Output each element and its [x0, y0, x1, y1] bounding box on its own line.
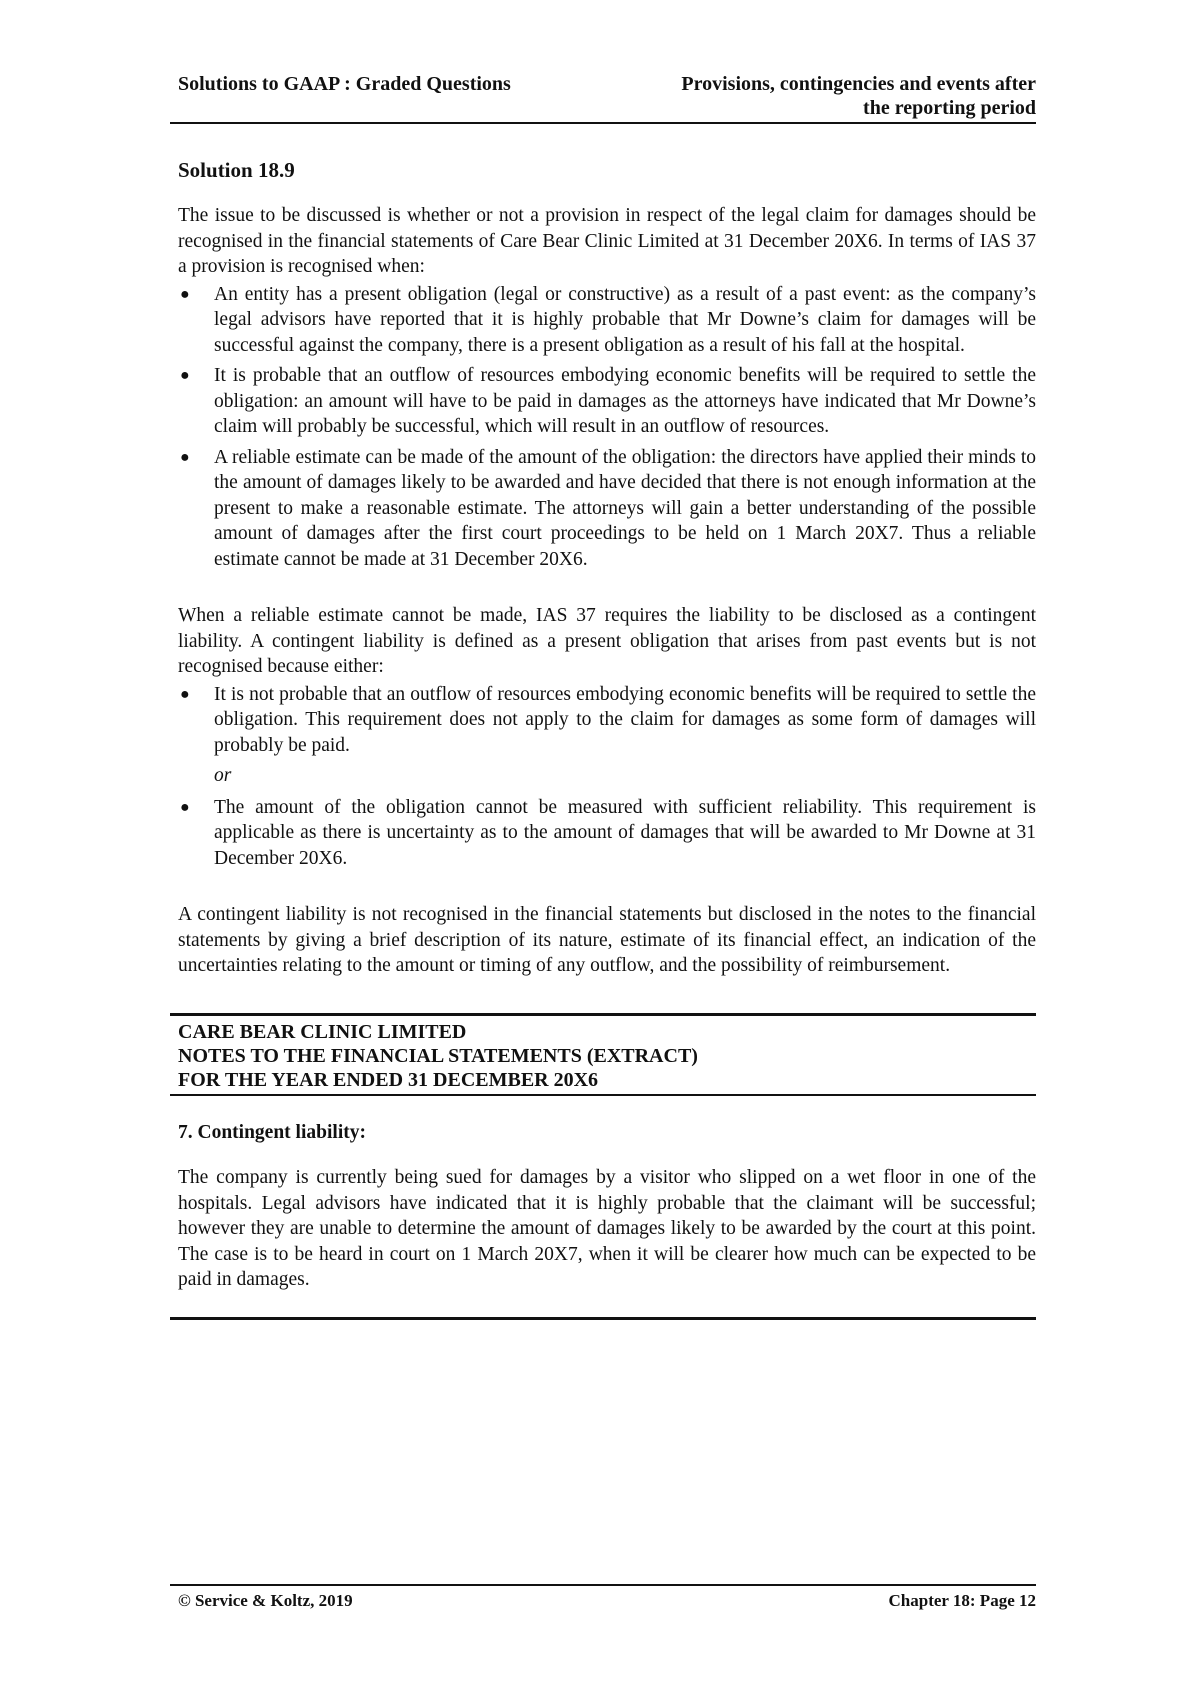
or-separator: or [214, 765, 232, 786]
notes-period: FOR THE YEAR ENDED 31 DECEMBER 20X6 [178, 1068, 599, 1091]
bullet-icon: ● [180, 448, 190, 466]
notes-bottom-rule [170, 1094, 1036, 1096]
solution-title: Solution 18.9 [178, 158, 295, 182]
document-body [178, 157, 1036, 1320]
header-chapter-line1: Provisions, contingencies and events after [681, 73, 1036, 95]
footer-page-number: Chapter 18: Page 12 [888, 1591, 1036, 1610]
recognition-criteria-list [178, 282, 1036, 573]
header-rule [170, 122, 1036, 124]
note-title: 7. Contingent liability: [178, 1121, 366, 1143]
footer-rule [170, 1584, 1036, 1586]
bullet-icon: ● [180, 367, 190, 384]
contingent-conditions-list [178, 682, 1036, 759]
disclosure-paragraph: A contingent liability is not recognised in the financial statements but disclosed in the notes to the financial statements by giving a brief description of its nature, estimate of its financial effect, an indication of the uncertainties relating to the amount or timing of any outflow, and the possibility of reimbursement. [178, 904, 1036, 976]
list-item: ● A reliable estimate can be made of the amount of the obligation: the directors have applied their minds to the amount of damages likely to be awarded and have decided that there is not enough information at the present to make a reasonable estimate. The attorneys will gain a better understanding of the possible amount of damages after the first court proceedings to be held on 1 March 20X7. Thus a reliable estimate cannot be made at 31 December 20X6. [180, 446, 1036, 570]
list-item: ● It is not probable that an outflow of resources embodying economic benefits will be required to settle the obligation. This requirement does not apply to the claim for damages as some form of damages will probably be paid. [180, 683, 1036, 756]
bullet-icon: ● [180, 685, 190, 703]
bullet-icon: ● [180, 285, 190, 303]
notes-company-name: CARE BEAR CLINIC LIMITED [178, 1020, 467, 1043]
intro-paragraph: The issue to be discussed is whether or not a provision in respect of the legal claim for damages should be recognised in the financial statements of Care Bear Clinic Limited at 31 December 20X6. In terms of IAS 37 a provision is recognised when: [178, 205, 1036, 277]
notes-heading [178, 1016, 1036, 1094]
notes-title: NOTES TO THE FINANCIAL STATEMENTS (EXTRACT) [178, 1044, 698, 1067]
contingent-conditions-list-2 [178, 795, 1036, 872]
contingent-intro-paragraph: When a reliable estimate cannot be made, IAS 37 requires the liability to be disclosed as a contingent liability. A contingent liability is defined as a present obligation that arises from past events but is not recognised because either: [178, 605, 1036, 677]
note-text: The company is currently being sued for damages by a visitor who slipped on a wet floor in one of the hospitals. Legal advisors have indicated that it is highly probable that the claimant will be successful; however they are unable to determine the amount of damages likely to be awarded by the court at this point. The case is to be heard in court on 1 March 20X7, when it will be clearer how much can be expected to be paid in damages. [178, 1167, 1036, 1290]
header-chapter-title [681, 72, 1036, 120]
bullet-icon: ● [180, 798, 190, 816]
header-chapter-line2: the reporting period [863, 97, 1036, 119]
notes-end-rule [170, 1317, 1036, 1320]
list-item: ● It is probable that an outflow of resources embodying economic benefits will be required to settle the obligation: an amount will have to be paid in damages as the attorneys have indicated that Mr Downe’s claim will probably be successful, which will result in an outflow of resources. [180, 365, 1036, 437]
header-book-title: Solutions to GAAP : Graded Questions [178, 73, 511, 95]
list-item: ● The amount of the obligation cannot be measured with sufficient reliability. This requirement is applicable as there is uncertainty as to the amount of damages that will be awarded to Mr Downe at 31 December 20X6. [180, 796, 1036, 869]
footer-copyright: © Service & Koltz, 2019 [178, 1591, 353, 1610]
list-item: ● An entity has a present obligation (legal or constructive) as a result of a past event: as the company’s legal advisors have reported that it is highly probable that Mr Downe’s claim for damages will be successful against the company, there is a present obligation as a result of his fall at the hospital. [180, 283, 1036, 356]
